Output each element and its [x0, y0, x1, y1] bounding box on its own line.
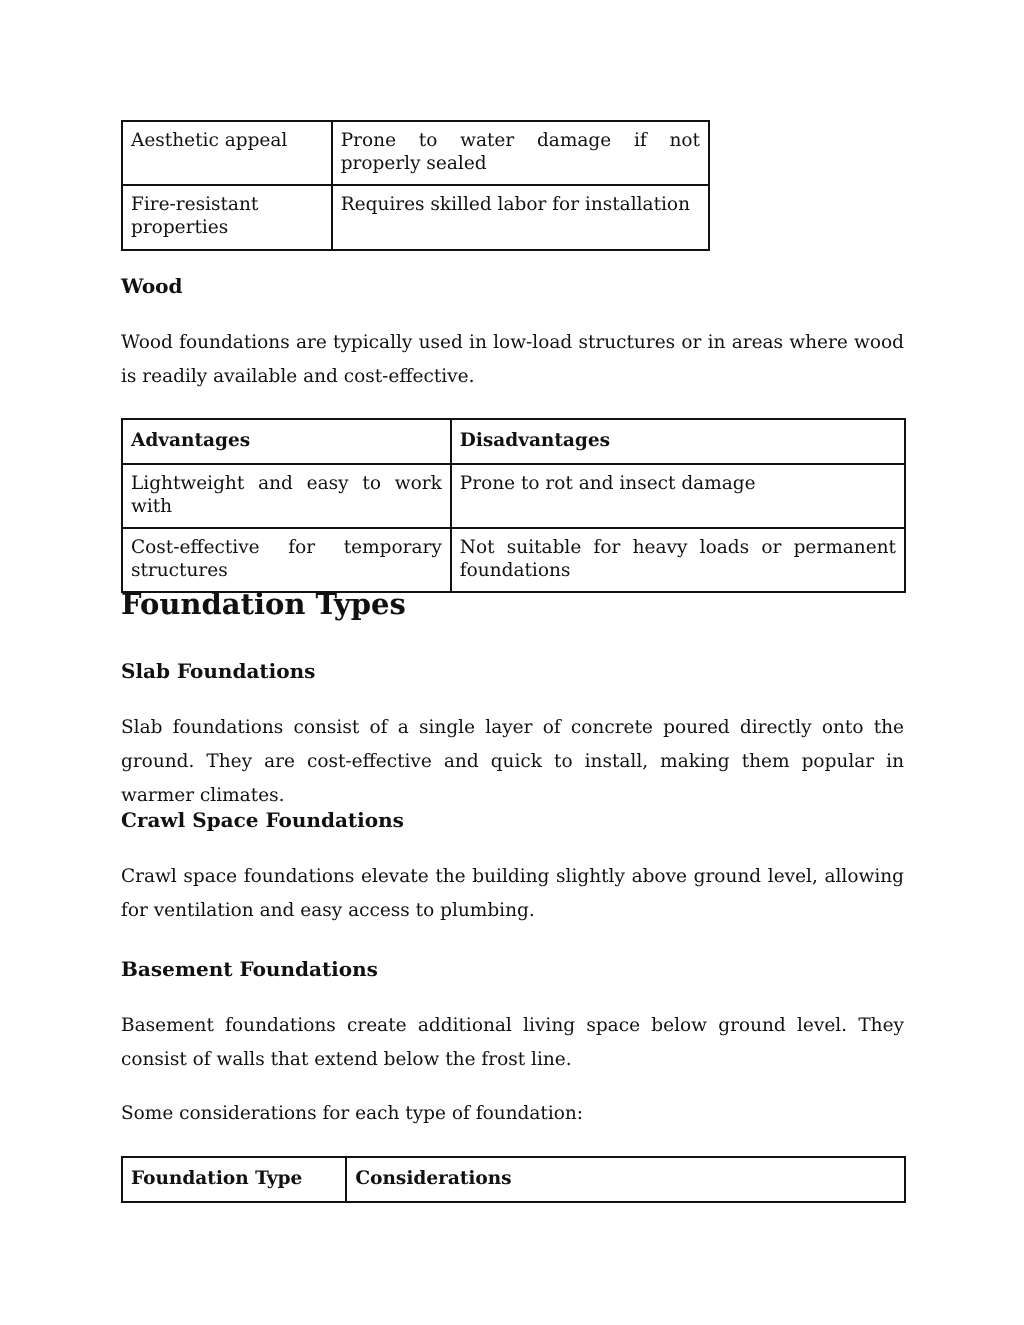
table-header-row: [122, 419, 905, 464]
column-header-advantages: Advantages: [122, 419, 451, 464]
table-cell: Aesthetic appeal: [122, 121, 332, 185]
crawl-space-foundations-heading: Crawl Space Foundations: [121, 808, 404, 832]
slab-foundations-heading: Slab Foundations: [121, 659, 316, 683]
table-cell: Lightweight and easy to work with: [122, 464, 451, 528]
table-header-row: [122, 1157, 905, 1202]
wood-heading: Wood: [121, 274, 183, 298]
table-row: [122, 121, 709, 185]
table-cell: Not suitable for heavy loads or permanent foundations: [451, 528, 905, 592]
wood-paragraph: Wood foundations are typically used in low-load structures or in areas where wood is readily available and cost-effective.: [121, 332, 904, 387]
slab-foundations-paragraph: Slab foundations consist of a single layer of concrete poured directly onto the ground. They are cost-effective and quick to install, making them popular in warmer climates.: [121, 717, 904, 806]
table-cell: Cost-effective for temporary structures: [122, 528, 451, 592]
wood-pros-cons-table: [121, 418, 906, 593]
table-row: [122, 464, 905, 528]
column-header-foundation-type: Foundation Type: [122, 1157, 346, 1202]
table-cell: Fire-resistant properties: [122, 185, 332, 250]
table-cell: Requires skilled labor for installation: [332, 185, 709, 250]
column-header-considerations: Considerations: [346, 1157, 905, 1202]
table-cell: Prone to rot and insect damage: [451, 464, 905, 528]
table-row: [122, 185, 709, 250]
table-cell: Prone to water damage if not properly sealed: [332, 121, 709, 185]
column-header-disadvantages: Disadvantages: [451, 419, 905, 464]
table-row: [122, 528, 905, 592]
basement-foundations-heading: Basement Foundations: [121, 957, 378, 981]
crawl-space-foundations-paragraph: Crawl space foundations elevate the building slightly above ground level, allowing for ventilation and easy access to plumbing.: [121, 866, 904, 921]
basement-foundations-paragraph: Basement foundations create additional living space below ground level. They consist of walls that extend below the frost line.: [121, 1015, 904, 1070]
foundation-considerations-table: [121, 1156, 906, 1203]
foundation-types-heading: Foundation Types: [121, 587, 406, 621]
materials-table-continued: [121, 120, 710, 251]
considerations-intro: Some considerations for each type of foundation:: [121, 1103, 584, 1124]
